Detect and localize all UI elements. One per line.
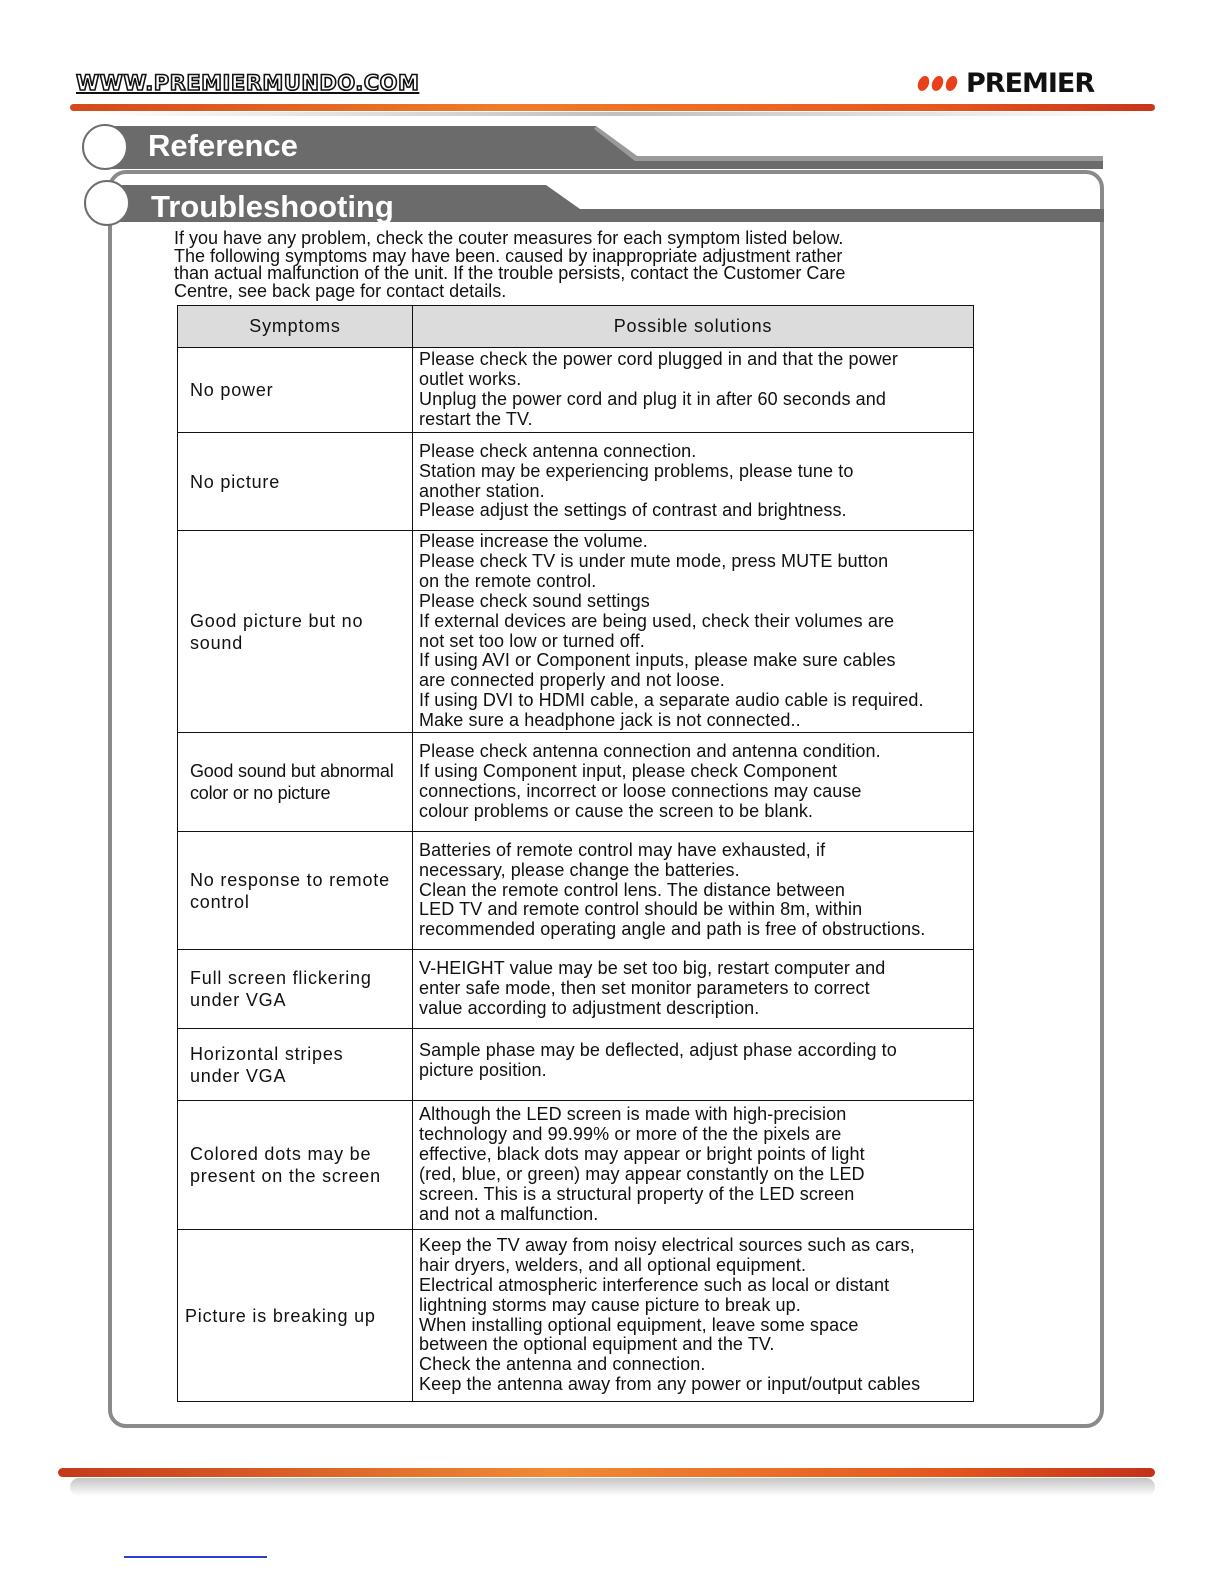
symptom-text: present on the screen [190,1166,381,1186]
solution-line: between the optional equipment and the TV. [419,1334,775,1355]
solution-line: Station may be experiencing problems, please tune to [419,460,854,481]
solution-line: outlet works. [419,369,522,390]
troubleshooting-bullet-icon [84,180,130,226]
solution-cell [413,1029,974,1101]
solution-line: Although the LED screen is made with high-precision [419,1104,847,1125]
solution-line: are connected properly and not loose. [419,670,725,691]
solution-line: Please check antenna connection. [419,440,697,461]
intro-line: than actual malfunction of the unit. If the trouble persists, contact the Customer Care [174,263,846,283]
solution-line: Please adjust the settings of contrast and brightness. [419,500,847,521]
solution-line: Unplug the power cord and plug it in after 60 seconds and [419,389,887,409]
table-row [178,1029,974,1101]
logo-dot-icon [916,76,930,91]
reference-bullet-icon [82,124,128,170]
footer-divider-shadow [70,1478,1155,1496]
symptom-text: under VGA [190,990,287,1010]
logo-dot-icon [944,76,958,91]
header-divider-shadow [90,112,1150,116]
solution-line: Please check TV is under mute mode, press MUTE button [419,550,889,571]
solution-line: Keep the TV away from noisy electrical sources such as cars, [419,1234,915,1255]
solution-line: necessary, please change the batteries. [419,859,740,880]
symptom-text: Good picture but no [190,610,364,631]
solution-cell [413,433,974,531]
solution-line: recommended operating angle and path is free of obstructions. [419,919,926,940]
symptom-text: No power [190,380,274,400]
solution-cell [413,950,974,1029]
symptoms-column-header: Symptoms [178,306,413,348]
symptom-cell [178,531,413,733]
solution-line: Please check sound settings [419,590,650,611]
solution-line: If using DVI to HDMI cable, a separate audio cable is required. [419,690,924,711]
symptom-text: Good sound but abnormal [190,761,394,781]
table-row [178,433,974,531]
solution-line: not set too low or turned off. [419,630,645,651]
intro-line: If you have any problem, check the couter measures for each symptom listed below. [174,228,844,248]
symptom-text: under VGA [190,1065,287,1086]
table-row [178,531,974,733]
symptom-text: Full screen flickering [190,968,372,988]
solution-line: lightning storms may cause picture to break up. [419,1294,801,1315]
solution-line: another station. [419,480,545,501]
symptom-text: control [190,891,250,912]
symptom-text: Picture is breaking up [185,1305,376,1326]
solution-line: Keep the antenna away from any power or input/output cables [419,1374,921,1395]
solution-line: Electrical atmospheric interference such as local or distant [419,1274,890,1295]
symptom-cell [178,433,413,531]
solutions-column-header: Possible solutions [413,306,974,348]
troubleshooting-heading: Troubleshooting [151,189,394,224]
symptom-cell [178,733,413,832]
symptom-cell [178,348,413,433]
solution-cell [413,733,974,832]
symptom-text: Colored dots may be [190,1144,372,1164]
solution-line: effective, black dots may appear or bright points of light [419,1144,865,1165]
footer-divider [58,1468,1155,1477]
symptom-text: color or no picture [190,783,331,803]
solution-line: Please check antenna connection and antenna condition. [419,741,881,762]
solution-line: and not a malfunction. [419,1203,599,1224]
solution-cell [413,1101,974,1230]
header-divider [70,104,1155,111]
solution-line: Batteries of remote control may have exhausted, if [419,839,826,860]
solution-line: hair dryers, welders, and all optional equipment. [419,1254,807,1275]
intro-line: The following symptoms may have been. caused by inappropriate adjustment rather [174,245,843,266]
solution-line: enter safe mode, then set monitor parameters to correct [419,978,870,999]
solution-line: Sample phase may be deflected, adjust phase according to [419,1040,897,1060]
table-row [178,348,974,433]
solution-line: value according to adjustment description. [419,997,760,1018]
solution-line: on the remote control. [419,570,597,591]
brand-name: PREMIER [966,67,1095,99]
symptom-text: No response to remote [190,869,390,890]
intro-line: Centre, see back page for contact details. [174,280,507,301]
solution-line: picture position. [419,1059,547,1080]
table-row [178,733,974,832]
solution-line: Make sure a headphone jack is not connected.. [419,710,801,731]
solution-line: Please check the power cord plugged in and that the power [419,349,899,370]
solution-cell [413,1230,974,1402]
solution-line: If external devices are being used, check their volumes are [419,610,895,631]
symptom-text: sound [190,632,244,653]
premier-logo [918,68,1094,98]
solution-line: V-HEIGHT value may be set too big, restart computer and [419,958,886,979]
solution-line: Clean the remote control lens. The distance between [419,879,846,900]
solution-line: restart the TV. [419,408,533,429]
intro-paragraph [174,230,964,300]
symptom-text: No picture [190,471,281,492]
website-url-link[interactable]: WWW.PREMIERMUNDO.COM [76,71,420,95]
solution-line: Please increase the volume. [419,530,648,551]
symptom-text: Horizontal stripes [190,1043,344,1064]
table-row [178,1230,974,1402]
symptom-cell [178,1230,413,1402]
table-row [178,950,974,1029]
solution-cell [413,348,974,433]
solution-line: Check the antenna and connection. [419,1354,706,1375]
solution-line: When installing optional equipment, leave some space [419,1314,859,1335]
solution-cell [413,832,974,950]
symptom-cell [178,832,413,950]
logo-dot-icon [930,76,944,91]
table-row [178,832,974,950]
solution-line: If using AVI or Component inputs, please make sure cables [419,650,896,671]
solution-line: If using Component input, please check Component [419,761,838,782]
solution-line: LED TV and remote control should be within 8m, within [419,899,863,920]
table-row [178,1101,974,1230]
solution-line: technology and 99.99% or more of the the pixels are [419,1124,842,1145]
footer-link-underline[interactable] [124,1556,267,1558]
troubleshooting-table [177,305,974,1402]
solution-cell [413,531,974,733]
solution-line: (red, blue, or green) may appear constantly on the LED [419,1164,865,1184]
solution-line: screen. This is a structural property of the LED screen [419,1183,855,1204]
symptom-cell [178,950,413,1029]
solution-line: connections, incorrect or loose connections may cause [419,781,862,801]
symptom-cell [178,1101,413,1230]
solution-line: colour problems or cause the screen to be blank. [419,800,814,821]
reference-heading: Reference [148,128,298,163]
symptom-cell [178,1029,413,1101]
table-header-row [178,306,974,348]
